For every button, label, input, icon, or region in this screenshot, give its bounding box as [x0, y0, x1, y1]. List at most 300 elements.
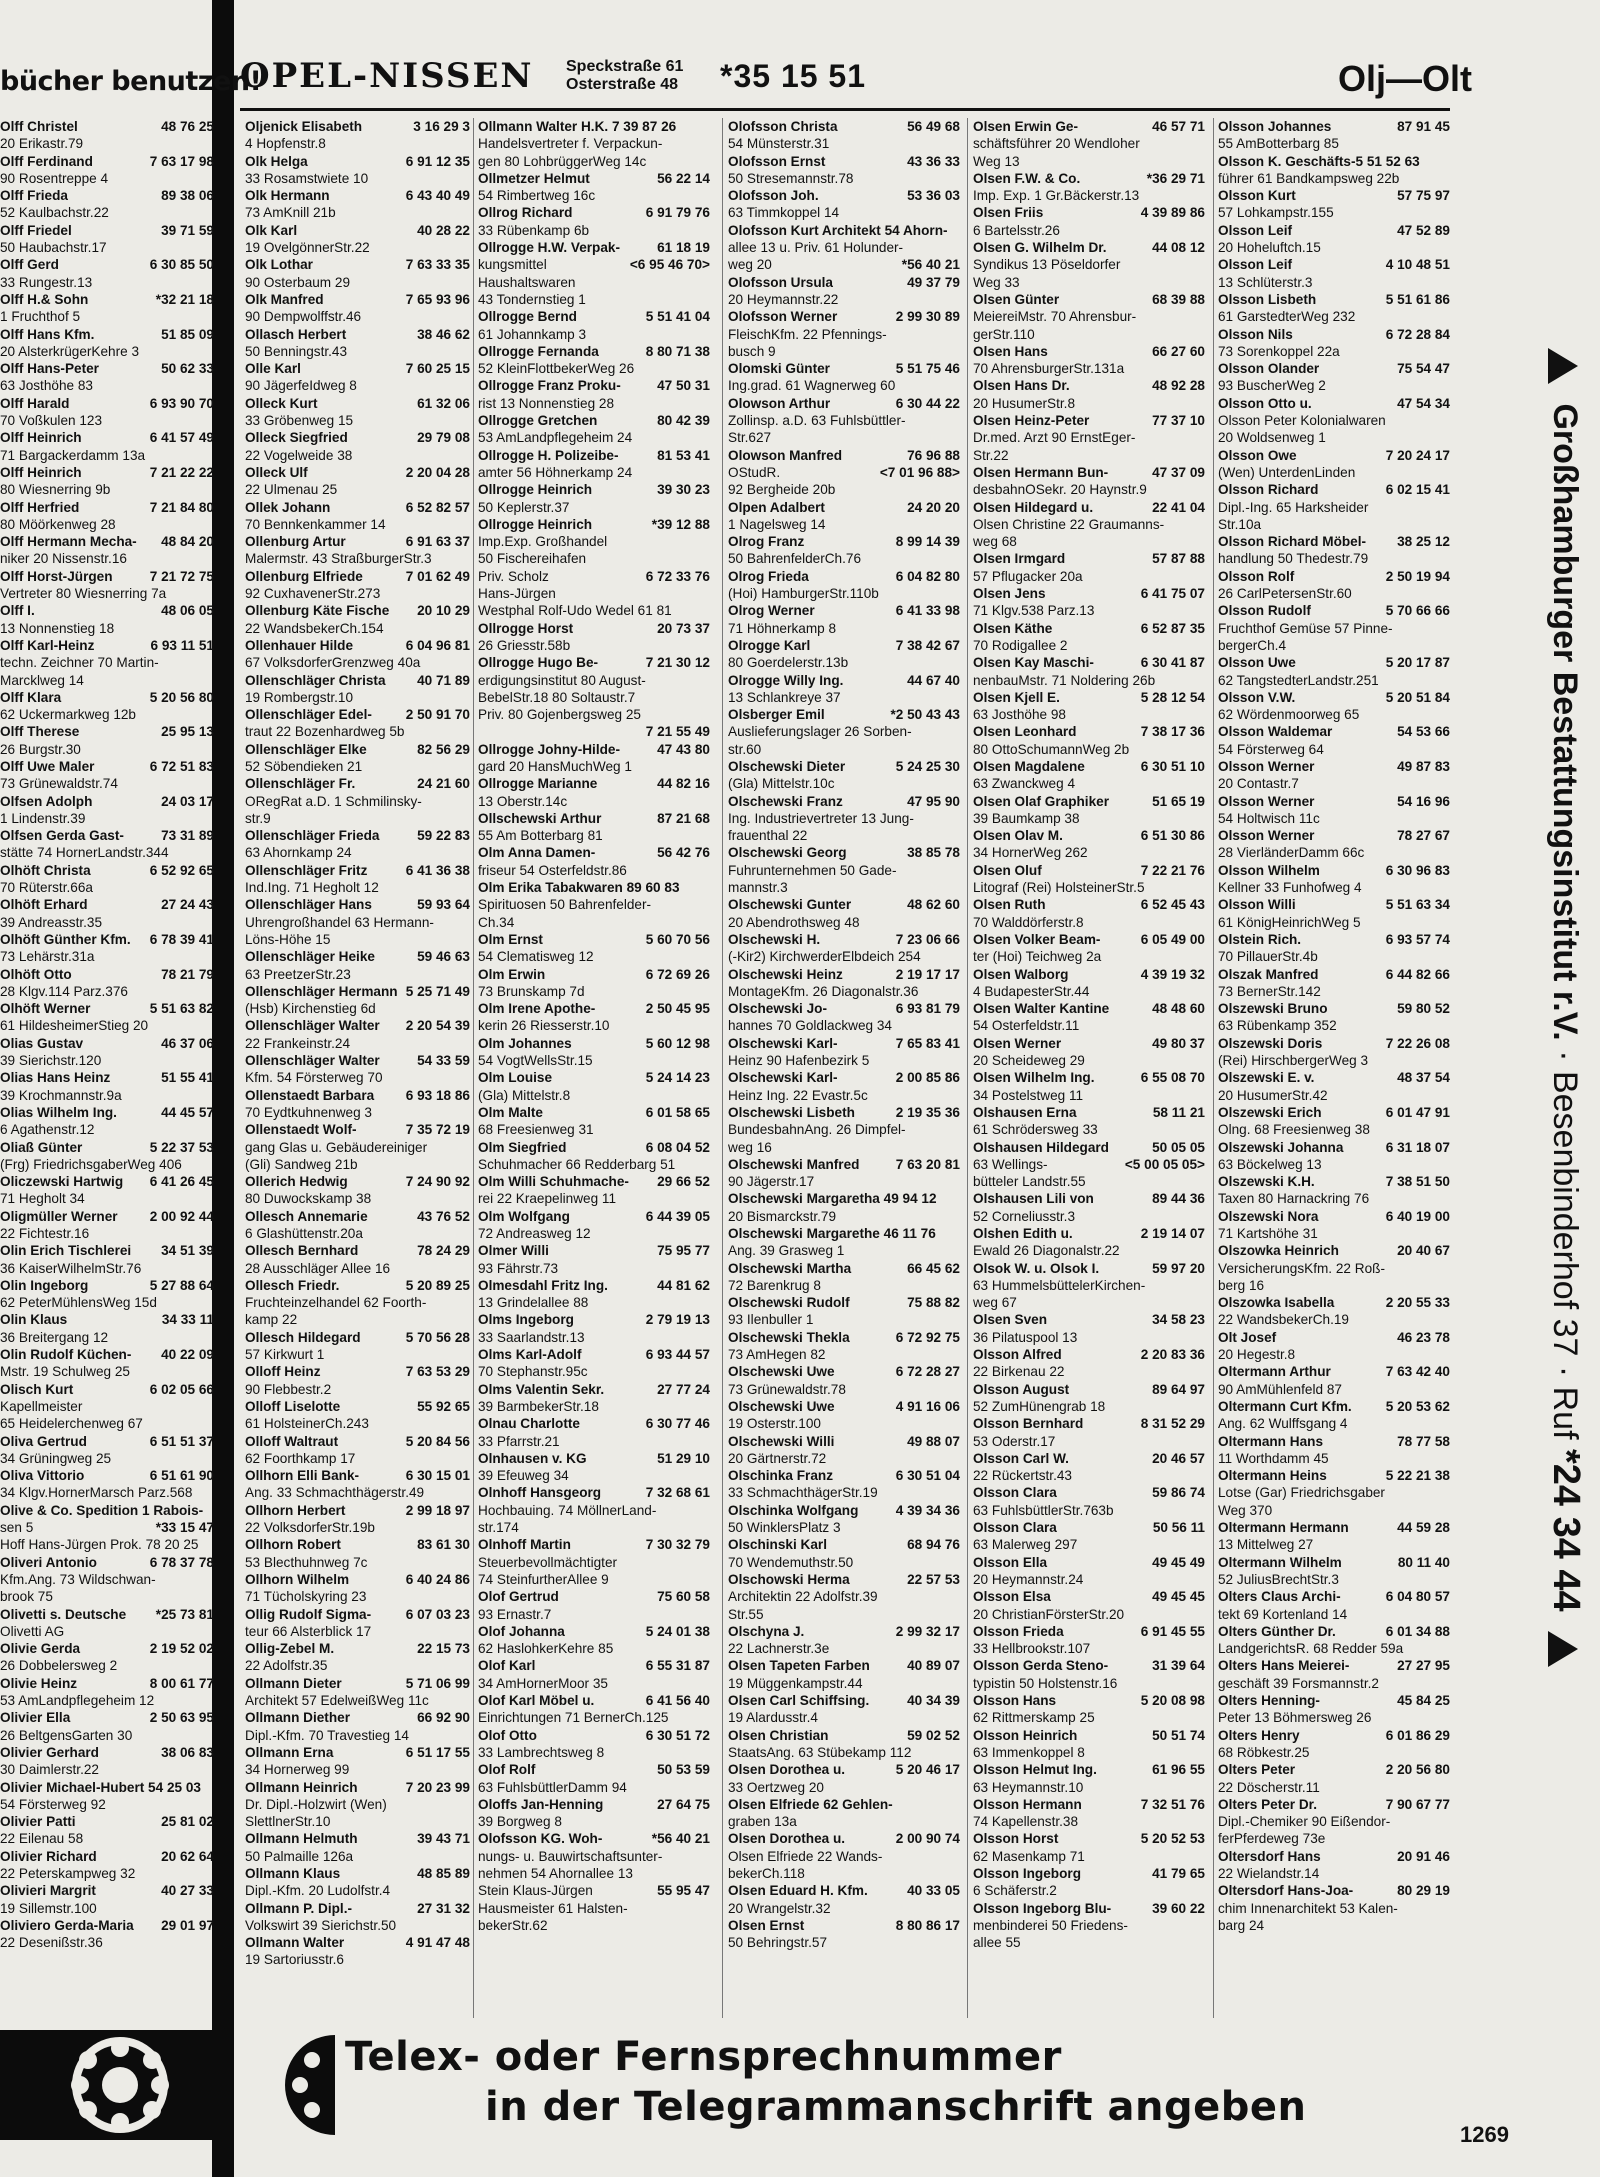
- phone-number: 5 51 63 34: [1385, 897, 1450, 913]
- listing-detail: Mstr. 19 Schulweg 25: [0, 1364, 130, 1380]
- listing-detail: bekerStr.62: [478, 1917, 548, 1933]
- listing-column: [728, 118, 960, 2018]
- phone-number: 48 06 05: [161, 603, 214, 619]
- phone-number: 6 51 17 55: [405, 1744, 470, 1760]
- listing-line: [728, 1709, 960, 1726]
- phone-number: 5 20 51 84: [1385, 689, 1450, 705]
- listing-entry: [245, 948, 470, 983]
- listing-detail: 57 Lohkampstr.155: [1218, 205, 1334, 221]
- listing-detail: Uhrengroßhandel 63 Hermann-: [245, 914, 434, 930]
- phone-number: 6 52 45 43: [1140, 897, 1205, 913]
- listing-detail: 34 Grüningweg 25: [0, 1450, 112, 1466]
- phone-number: 59 93 64: [417, 897, 470, 913]
- listing-line: [973, 1311, 1205, 1328]
- listing-entry: [973, 170, 1205, 205]
- listing-entry: [0, 1173, 214, 1208]
- listing-detail: 70 Walddörferstr.8: [973, 914, 1084, 930]
- listing-detail: Str.10a: [1218, 516, 1262, 532]
- listing-entry: [1218, 1104, 1450, 1139]
- listing-entry: [1218, 1329, 1450, 1364]
- listing-line: [0, 1260, 214, 1277]
- side-ad-address: · Besenbinderhof 37 · Ruf: [1546, 1050, 1584, 1440]
- listing-line: [1218, 256, 1450, 273]
- listing-name: Oltermann Hermann: [1218, 1520, 1349, 1536]
- listing-detail: 90 Flebbestr.2: [245, 1381, 332, 1397]
- listing-entry: [0, 360, 214, 395]
- phone-number: 5 20 89 25: [405, 1277, 470, 1293]
- listing-entry: [478, 966, 710, 1001]
- listing-name: Olschewski Karl-: [728, 1070, 838, 1086]
- listing-name: Ollmetzer Helmut: [478, 170, 590, 186]
- listing-detail: busch 9: [728, 343, 776, 359]
- listing-line: [0, 1882, 214, 1899]
- listing-line: [245, 914, 470, 931]
- listing-name: Olsson Willi: [1218, 897, 1296, 913]
- listing-line: [478, 1329, 710, 1346]
- listing-name: Olsson Ingeborg Blu-: [973, 1900, 1112, 1916]
- listing-name: Ollenschläger Elke: [245, 741, 367, 757]
- listing-line: [245, 1277, 470, 1294]
- phone-number: 43 76 52: [417, 1208, 470, 1224]
- listing-name: Olszewski Bruno: [1218, 1001, 1328, 1017]
- listing-entry: [0, 1502, 214, 1554]
- phone-number: 6 72 92 75: [895, 1329, 960, 1345]
- listing-name: Olin Rudolf Küchen-: [0, 1347, 132, 1363]
- listing-name: Ollenschläger Hermann: [245, 983, 398, 999]
- listing-detail: 20 Heymannstr.22: [728, 291, 839, 307]
- phone-number: 4 39 89 86: [1140, 205, 1205, 221]
- listing-line: [728, 1657, 960, 1674]
- phone-number: 34 33 11: [161, 1312, 214, 1328]
- listing-name: Olsson Clara: [973, 1485, 1057, 1501]
- listing-line: [245, 274, 470, 291]
- listing-line: [728, 1398, 960, 1415]
- listing-detail: 73 Grünewaldstr.74: [0, 776, 118, 792]
- listing-line: [728, 896, 960, 913]
- listing-detail: Ewald 26 Diagonalstr.22: [973, 1243, 1120, 1259]
- listing-name: Olof Gertrud: [478, 1589, 559, 1605]
- listing-entry: [728, 447, 960, 499]
- listing-detail: Olng. 68 Freesienweg 38: [1218, 1122, 1370, 1138]
- listing-line: [0, 879, 214, 896]
- listing-line: [245, 308, 470, 325]
- listing-line: [478, 1139, 710, 1156]
- listing-detail: 54 Försterweg 92: [0, 1796, 106, 1812]
- listing-line: [0, 1640, 214, 1657]
- listing-line: [728, 360, 960, 377]
- listing-entry: [478, 1139, 710, 1174]
- listing-line: [973, 1260, 1205, 1277]
- phone-number: 6 78 39 41: [149, 931, 214, 947]
- listing-entry: [1218, 966, 1450, 1001]
- listing-line: [973, 1035, 1205, 1052]
- listing-entry: [245, 741, 470, 776]
- listing-line: [478, 1779, 710, 1796]
- listing-line: [245, 1398, 470, 1415]
- listing-name: Olms Ingeborg: [478, 1312, 574, 1328]
- listing-line: [973, 291, 1205, 308]
- listing-entry: [973, 1588, 1205, 1623]
- listing-entry: [728, 499, 960, 534]
- listing-line: [245, 1934, 470, 1951]
- listing-detail: 63 Malerweg 297: [973, 1537, 1078, 1553]
- phone-number: 5 24 25 30: [895, 758, 960, 774]
- listing-line: [973, 1398, 1205, 1415]
- listing-entry: [728, 568, 960, 603]
- phone-number: 6 93 44 57: [645, 1347, 710, 1363]
- phone-number: 6 52 82 57: [405, 499, 470, 515]
- listing-line: [245, 723, 470, 740]
- phone-number: 2 99 30 89: [895, 309, 960, 325]
- listing-name: Ollmann Walter H.K. 7 39 87 26: [478, 119, 677, 134]
- listing-detail: 20 Erikastr.79: [0, 136, 84, 152]
- listing-entry: [478, 170, 710, 205]
- listing-name: Olm Wolfgang: [478, 1208, 570, 1224]
- listing-entry: [1218, 723, 1450, 758]
- phone-number: 6 91 45 55: [1140, 1623, 1205, 1639]
- listing-name: Olters Peter: [1218, 1762, 1296, 1778]
- listing-detail: 63 Heymannstr.10: [973, 1779, 1084, 1795]
- listing-line: [973, 1934, 1205, 1951]
- listing-entry: [728, 1536, 960, 1571]
- phone-number: *36 29 71: [1146, 170, 1205, 186]
- listing-detail: Str.22: [973, 447, 1009, 463]
- listing-name: Olschewski Lisbeth: [728, 1104, 855, 1120]
- phone-number: 6 44 82 66: [1385, 966, 1450, 982]
- listing-entry: [245, 429, 470, 464]
- listing-line: [245, 1588, 470, 1605]
- phone-number: 48 62 60: [907, 897, 960, 913]
- listing-line: [478, 1502, 710, 1519]
- listing-line: [728, 291, 960, 308]
- phone-number: 2 19 14 07: [1140, 1226, 1205, 1241]
- listing-line: [1218, 1727, 1450, 1744]
- listing-detail: 70 Rüterstr.66a: [0, 880, 93, 896]
- listing-entry: [728, 1104, 960, 1156]
- listing-line: [728, 326, 960, 343]
- listing-line: [1218, 395, 1450, 412]
- phone-number: 2 00 85 86: [895, 1070, 960, 1086]
- listing-entry: [973, 1260, 1205, 1312]
- listing-entry: [973, 723, 1205, 758]
- listing-line: [0, 862, 214, 879]
- phone-number: 56 49 68: [907, 119, 960, 134]
- listing-entry: [973, 1311, 1205, 1346]
- listing-line: [0, 1830, 214, 1847]
- listing-name: Olsson Uwe: [1218, 655, 1296, 671]
- listing-name: Olias Gustav: [0, 1035, 84, 1051]
- phone-number: 3 16 29 3: [413, 119, 470, 134]
- listing-detail: Hans-Jürgen: [478, 586, 556, 602]
- listing-name: Olters Hans Meierei-: [1218, 1658, 1350, 1674]
- listing-entry: [478, 1242, 710, 1277]
- listing-line: [478, 637, 710, 654]
- phone-number: 22 41 04: [1152, 499, 1205, 515]
- listing-line: [973, 585, 1205, 602]
- listing-line: [0, 1104, 214, 1121]
- phone-number: *2 50 43 43: [890, 707, 960, 723]
- listing-line: [973, 1052, 1205, 1069]
- listing-line: [478, 1260, 710, 1277]
- listing-line: [478, 118, 710, 135]
- listing-line: [728, 170, 960, 187]
- listing-line: [1218, 1190, 1450, 1207]
- listing-line: [478, 412, 710, 429]
- phone-number: 6 30 51 04: [895, 1468, 960, 1484]
- phone-number: 61 96 55: [1152, 1762, 1205, 1778]
- listing-entry: [478, 516, 710, 620]
- listing-entry: [1218, 1363, 1450, 1398]
- listing-name: Olschewski Margarethe 46 11 76: [728, 1226, 936, 1241]
- listing-entry: [0, 1000, 214, 1035]
- listing-name: Olm Erwin: [478, 966, 546, 982]
- phone-number: 44 08 12: [1152, 240, 1205, 256]
- listing-name: Olrogge Karl: [728, 637, 811, 653]
- listing-line: [973, 1744, 1205, 1761]
- listing-detail: geschäft 39 Forsmannstr.2: [1218, 1675, 1379, 1691]
- listing-detail: 90 Jägerstr.17: [728, 1174, 815, 1190]
- listing-entry: [728, 308, 960, 360]
- listing-line: [973, 1415, 1205, 1432]
- listing-line: [1218, 793, 1450, 810]
- listing-name: Olsen Hermann Bun-: [973, 464, 1109, 480]
- listing-detail: 28 VierländerDamm 66c: [1218, 845, 1365, 861]
- listing-line: [973, 1502, 1205, 1519]
- previous-page-heading: bücher benutzen!: [0, 66, 262, 97]
- listing-line: [728, 1502, 960, 1519]
- listing-name: Ollmann Dieter: [245, 1675, 342, 1691]
- listing-line: [1218, 1692, 1450, 1709]
- listing-line: [973, 931, 1205, 948]
- listing-line: [0, 1398, 214, 1415]
- listing-line: [1218, 274, 1450, 291]
- listing-line: [1218, 931, 1450, 948]
- listing-line: [728, 1848, 960, 1865]
- listing-name: Olters Peter Dr.: [1218, 1796, 1317, 1812]
- listing-line: [0, 706, 214, 723]
- listing-name: Olsen Hans Dr.: [973, 378, 1070, 394]
- listing-detail: weg 16: [728, 1139, 772, 1155]
- listing-detail: bergerCh.4: [1218, 637, 1287, 653]
- listing-line: [728, 879, 960, 896]
- listing-line: [478, 1242, 710, 1259]
- phone-number: 89 38 06: [161, 188, 214, 204]
- listing-line: [0, 1069, 214, 1086]
- phone-number: 66 27 60: [1152, 343, 1205, 359]
- listing-detail: 13 Nonnenstieg 18: [0, 620, 115, 636]
- phone-number: 8 00 61 77: [149, 1675, 214, 1691]
- listing-name: Olhöft Werner: [0, 1001, 91, 1017]
- listing-entry: [973, 1139, 1205, 1191]
- listing-line: [478, 1156, 710, 1173]
- phone-number: 51 55 41: [161, 1070, 214, 1086]
- listing-line: [0, 1727, 214, 1744]
- listing-line: [0, 602, 214, 619]
- listing-line: [245, 187, 470, 204]
- listing-detail: 65 Heidelerchenweg 67: [0, 1416, 143, 1432]
- listing-entry: [973, 1830, 1205, 1865]
- listing-line: [0, 135, 214, 152]
- listing-line: [0, 827, 214, 844]
- listing-entry: [245, 1052, 470, 1087]
- listing-line: [973, 326, 1205, 343]
- listing-name: Olsson Lisbeth: [1218, 291, 1317, 307]
- listing-line: [478, 516, 710, 533]
- listing-name: Oliaß Günter: [0, 1139, 83, 1155]
- listing-line: [728, 620, 960, 637]
- listing-detail: 62 PeterMühlensWeg 15d: [0, 1295, 157, 1311]
- listing-line: [1218, 1640, 1450, 1657]
- listing-entry: [973, 931, 1205, 966]
- listing-detail: 22 Vogelweide 38: [245, 447, 353, 463]
- phone-number: 5 27 88 64: [149, 1277, 214, 1293]
- listing-name: Olias Wilhelm Ing.: [0, 1104, 117, 1120]
- listing-detail: Syndikus 13 Pöseldorfer: [973, 257, 1121, 273]
- listing-detail: Auslieferungslager 26 Sorben-: [728, 724, 912, 740]
- listing-line: [0, 239, 214, 256]
- listing-line: [1218, 620, 1450, 637]
- listing-name: Olsson Hermann: [973, 1796, 1082, 1812]
- listing-name: Olm Malte: [478, 1104, 543, 1120]
- listing-entry: [0, 758, 214, 793]
- listing-line: [0, 1675, 214, 1692]
- phone-number: 5 24 01 38: [645, 1623, 710, 1639]
- listing-name: Olsen Kay Maschi-: [973, 655, 1094, 671]
- listing-entry: [478, 239, 710, 308]
- listing-name: Olof Karl Möbel u.: [478, 1693, 595, 1709]
- listing-name: Ollrogge Hugo Be-: [478, 655, 599, 671]
- listing-line: [728, 602, 960, 619]
- listing-detail: 63 Timmkoppel 14: [728, 205, 840, 221]
- listing-line: [1218, 896, 1450, 913]
- listing-line: [973, 499, 1205, 516]
- listing-detail: 50 Fischereihafen: [478, 551, 587, 567]
- listing-line: [728, 1727, 960, 1744]
- phone-number: 47 54 34: [1397, 395, 1450, 411]
- listing-detail: 22 Wielandstr.14: [1218, 1865, 1320, 1881]
- listing-line: [245, 1139, 470, 1156]
- listing-entry: [245, 1242, 470, 1277]
- listing-line: [0, 499, 214, 516]
- listing-entry: [0, 326, 214, 361]
- listing-line: [245, 1779, 470, 1796]
- listing-entry: [1218, 1398, 1450, 1433]
- listing-name: Olive & Co. Spedition 1 Rabois-: [0, 1502, 204, 1518]
- listing-detail: 67 VolksdorferGrenzweg 40a: [245, 655, 421, 671]
- phone-number: 7 21 84 80: [149, 499, 214, 515]
- listing-line: [478, 326, 710, 343]
- listing-line: [0, 1588, 214, 1605]
- listing-line: [728, 499, 960, 516]
- phone-number: 49 87 83: [1397, 758, 1450, 774]
- listing-entry: [478, 1104, 710, 1139]
- listing-detail: Zollinsp. a.D. 63 Fuhlsbüttler-: [728, 413, 906, 429]
- listing-entry: [245, 1502, 470, 1537]
- phone-number: 40 28 22: [417, 222, 470, 238]
- listing-detail: 20 AlsterkrügerKehre 3: [0, 343, 140, 359]
- phone-number: 4 91 47 48: [405, 1935, 470, 1951]
- listing-line: [728, 1363, 960, 1380]
- listing-detail: (Frg) FriedrichsgaberWeg 406: [0, 1156, 182, 1172]
- listing-line: [245, 1519, 470, 1536]
- listing-detail: Dipl.-Chemiker 90 Eißendor-: [1218, 1814, 1391, 1830]
- phone-number: 48 85 89: [417, 1865, 470, 1881]
- listing-entry: [478, 1277, 710, 1312]
- listing-detail: barg 24: [1218, 1917, 1265, 1933]
- phone-number: 49 45 45: [1152, 1589, 1205, 1605]
- listing-name: Olsen Walborg: [973, 966, 1069, 982]
- listing-line: [245, 1761, 470, 1778]
- listing-name: Olk Hermann: [245, 188, 330, 204]
- listing-entry: [728, 1294, 960, 1329]
- listing-name: Olias Hans Heinz: [0, 1070, 111, 1086]
- listing-detail: 39 Efeuweg 34: [478, 1468, 569, 1484]
- listing-name: Olszowka Heinrich: [1218, 1243, 1339, 1259]
- listing-name: Olmer Willi: [478, 1243, 549, 1259]
- listing-line: [478, 291, 710, 308]
- listing-detail: 74 Kapellenstr.38: [973, 1814, 1079, 1830]
- listing-name: Olsson Werner: [1218, 828, 1315, 844]
- listing-line: [1218, 170, 1450, 187]
- listing-name: Olszewski Nora: [1218, 1208, 1319, 1224]
- listing-name: Olsen Walter Kantine: [973, 1001, 1110, 1017]
- listing-name: Olof Johanna: [478, 1623, 565, 1639]
- listing-entry: [245, 862, 470, 897]
- listing-line: [728, 1069, 960, 1086]
- phone-number: 50 56 11: [1152, 1520, 1205, 1536]
- listing-entry: [478, 1346, 710, 1381]
- listing-entry: [0, 533, 214, 568]
- listing-detail: 93 Ilenbuller 1: [728, 1312, 814, 1328]
- phone-number: 4 39 34 36: [895, 1502, 960, 1518]
- phone-number: 27 77 24: [657, 1381, 710, 1397]
- listing-line: [478, 827, 710, 844]
- listing-line: [0, 204, 214, 221]
- listing-detail: traut 22 Bozenhardweg 5b: [245, 724, 405, 740]
- listing-line: [245, 879, 470, 896]
- phone-number: 66 45 62: [907, 1260, 960, 1276]
- listing-line: [728, 464, 960, 481]
- listing-entry: [478, 879, 710, 931]
- listing-detail: Hausmeister 61 Halsten-: [478, 1900, 628, 1916]
- phone-number: 7 63 33 35: [405, 257, 470, 273]
- listing-line: [973, 1813, 1205, 1830]
- phone-number: 7 21 72 75: [149, 568, 214, 584]
- listing-line: [245, 343, 470, 360]
- listing-line: [478, 1623, 710, 1640]
- listing-entry: [728, 1830, 960, 1882]
- phone-number: 53 36 03: [907, 188, 960, 204]
- phone-number: 2 99 32 17: [895, 1623, 960, 1639]
- listing-detail: 50 Stresemannstr.78: [728, 170, 854, 186]
- listing-line: [1218, 204, 1450, 221]
- listing-entry: [0, 1035, 214, 1070]
- phone-number: 59 22 83: [417, 828, 470, 844]
- listing-line: [973, 274, 1205, 291]
- listing-line: [478, 862, 710, 879]
- listing-detail: 50 Benningstr.43: [245, 343, 348, 359]
- listing-line: [973, 222, 1205, 239]
- listing-entry: [973, 412, 1205, 464]
- listing-name: Olk Lothar: [245, 257, 313, 273]
- listing-line: [1218, 239, 1450, 256]
- phone-number: 22 57 53: [907, 1571, 960, 1587]
- rotary-dial-icon: [0, 2030, 215, 2140]
- listing-detail: 33 Saarlandstr.13: [478, 1329, 585, 1345]
- listing-line: [245, 204, 470, 221]
- listing-line: [245, 1415, 470, 1432]
- phone-number: 6 51 30 86: [1140, 828, 1205, 844]
